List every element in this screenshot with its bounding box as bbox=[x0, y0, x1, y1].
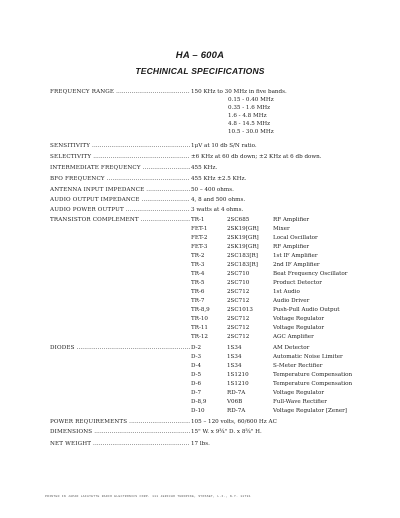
diode-part: 1S34 bbox=[227, 345, 242, 351]
transistor-part: 2SC712 bbox=[227, 298, 250, 304]
spec-value: 4, 8 and 500 ohms. bbox=[191, 197, 246, 203]
diode-part: RD-7A bbox=[227, 408, 246, 414]
diode-ref: D-8,9 bbox=[191, 399, 207, 405]
band-range: 0.35 - 1.6 MHz bbox=[228, 105, 271, 111]
transistor-ref: TR-3 bbox=[191, 262, 205, 268]
diode-function: Temperature Compensation bbox=[273, 372, 353, 378]
diode-part: V06B bbox=[227, 399, 243, 405]
diode-part: 1S34 bbox=[227, 363, 242, 369]
transistor-ref: FET-1 bbox=[191, 226, 208, 232]
diode-function: Full-Wave Rectifier bbox=[273, 399, 327, 405]
diode-function: Automatic Noise Limiter bbox=[273, 354, 343, 360]
spec-label: SELECTIVITY ..... bbox=[50, 153, 190, 161]
spec-label: FREQUENCY RANGE ..... bbox=[50, 88, 190, 96]
transistor-part: 2SC710 bbox=[227, 271, 250, 277]
transistor-part: 2SC710 bbox=[227, 280, 250, 286]
spec-value: 15" W. x 9¾" D. x 8¾" H. bbox=[191, 429, 262, 435]
transistor-function: 2nd IF Amplifier bbox=[273, 262, 320, 268]
transistor-ref: TR-1 bbox=[191, 217, 205, 223]
transistor-part: 2SC712 bbox=[227, 289, 250, 295]
spec-value: ±6 KHz at 60 db down; ±2 KHz at 6 db down. bbox=[191, 154, 322, 160]
transistor-ref: TR-2 bbox=[191, 253, 205, 259]
diode-function: Temperature Compensation bbox=[273, 381, 353, 387]
spec-value: 3 watts at 4 ohms. bbox=[191, 207, 244, 213]
transistor-ref: FET-3 bbox=[191, 244, 208, 250]
transistor-function: AGC Amplifier bbox=[273, 334, 314, 340]
page-title: HA – 600A bbox=[175, 50, 225, 61]
spec-label: TRANSISTOR COMPLEMENT ..... bbox=[50, 216, 190, 224]
diode-ref: D-6 bbox=[191, 381, 202, 387]
diode-function: Voltage Regulator [Zener] bbox=[273, 408, 347, 414]
spec-value: 455 KHz. bbox=[191, 165, 218, 171]
transistor-ref: FET-2 bbox=[191, 235, 208, 241]
diode-function: Voltage Regulator bbox=[273, 390, 325, 396]
spec-label: INTERMEDIATE FREQUENCY ..... bbox=[50, 164, 190, 172]
transistor-part: 2SK19[GR] bbox=[227, 235, 259, 241]
transistor-ref: TR-8,9 bbox=[191, 307, 210, 313]
transistor-function: Push-Pull Audio Output bbox=[273, 307, 340, 313]
transistor-function: RF Amplifier bbox=[273, 244, 310, 250]
page-subtitle: TECHINICAL SPECIFICATIONS bbox=[135, 66, 265, 76]
spec-value: 50 – 400 ohms. bbox=[191, 187, 234, 193]
diode-function: S-Meter Rectifier bbox=[273, 363, 323, 369]
transistor-ref: TR-5 bbox=[191, 280, 205, 286]
transistor-part: 2SC712 bbox=[227, 334, 250, 340]
diode-ref: D-7 bbox=[191, 390, 202, 396]
band-range: 10.5 - 30.0 MHz bbox=[228, 129, 274, 135]
transistor-function: 1st Audio bbox=[273, 289, 300, 295]
transistor-part: 2SC712 bbox=[227, 316, 250, 322]
transistor-ref: TR-7 bbox=[191, 298, 205, 304]
transistor-part: 2SK19[GR] bbox=[227, 226, 259, 232]
transistor-part: 2SC183[R] bbox=[227, 253, 258, 259]
spec-label: DIMENSIONS ..... bbox=[50, 428, 190, 436]
spec-label: NET WEIGHT ..... bbox=[50, 440, 190, 448]
transistor-part: 2SC712 bbox=[227, 325, 250, 331]
spec-label: SENSITIVITY ..... bbox=[50, 142, 190, 150]
spec-value: 150 KHz to 30 MHz in five bands. bbox=[191, 89, 287, 95]
transistor-part: 2SC1013 bbox=[227, 307, 253, 313]
diode-ref: D-2 bbox=[191, 345, 202, 351]
band-range: 1.6 - 4.8 MHz bbox=[228, 113, 267, 119]
spec-value: 1μV at 10 db S/N ratio. bbox=[191, 143, 257, 149]
spec-label: ANTENNA INPUT IMPEDANCE ..... bbox=[50, 186, 190, 194]
transistor-function: Mixer bbox=[273, 226, 290, 232]
transistor-function: Audio Driver bbox=[273, 298, 310, 304]
diode-ref: D-5 bbox=[191, 372, 202, 378]
spec-value: 105 – 120 volts, 60/600 Hz AC bbox=[191, 419, 277, 425]
transistor-function: Voltage Regulator bbox=[273, 316, 325, 322]
transistor-function: Product Detector bbox=[273, 280, 322, 286]
band-range: 4.8 - 14.5 MHz bbox=[228, 121, 271, 127]
transistor-ref: TR-11 bbox=[191, 325, 208, 331]
spec-label: BFO FREQUENCY ..... bbox=[50, 175, 190, 183]
band-range: 0.15 - 0.40 MHz bbox=[228, 97, 274, 103]
spec-value: 455 KHz ±2.5 KHz. bbox=[191, 176, 247, 182]
transistor-part: 2SC183[R] bbox=[227, 262, 258, 268]
spec-label: POWER REQUIREMENTS ..... bbox=[50, 418, 190, 426]
transistor-ref: TR-4 bbox=[191, 271, 205, 277]
transistor-function: RF Amplifier bbox=[273, 217, 310, 223]
transistor-ref: TR-10 bbox=[191, 316, 208, 322]
transistor-function: 1st IF Amplifier bbox=[273, 253, 318, 259]
transistor-part: 2SC685 bbox=[227, 217, 250, 223]
diode-part: 1S1210 bbox=[227, 372, 249, 378]
spec-label: AUDIO OUTPUT IMPEDANCE ..... bbox=[50, 196, 190, 204]
transistor-function: Voltage Regulator bbox=[273, 325, 325, 331]
spec-value: 17 lbs. bbox=[191, 441, 210, 447]
diode-ref: D-3 bbox=[191, 354, 202, 360]
footer-imprint: PRINTED IN JAPAN LAFAYETTE RADIO ELECTRONICS CORP. 111 JERICHO TURNPIKE, SYOSSET, L.I., N.Y. 11791 bbox=[45, 495, 251, 498]
diode-part: 1S1210 bbox=[227, 381, 249, 387]
diode-ref: D-4 bbox=[191, 363, 202, 369]
transistor-function: Local Oscillator bbox=[273, 235, 318, 241]
spec-label: AUDIO POWER OUTPUT ..... bbox=[50, 206, 190, 214]
transistor-ref: TR-12 bbox=[191, 334, 208, 340]
diode-ref: D-10 bbox=[191, 408, 205, 414]
diode-function: AM Detector bbox=[273, 345, 310, 351]
diode-part: RD-7A bbox=[227, 390, 246, 396]
diode-part: 1S34 bbox=[227, 354, 242, 360]
spec-label: DIODES ..... bbox=[50, 344, 190, 352]
transistor-function: Beat Frequency Oscillator bbox=[273, 271, 348, 277]
transistor-part: 2SK19[GR] bbox=[227, 244, 259, 250]
transistor-ref: TR-6 bbox=[191, 289, 205, 295]
